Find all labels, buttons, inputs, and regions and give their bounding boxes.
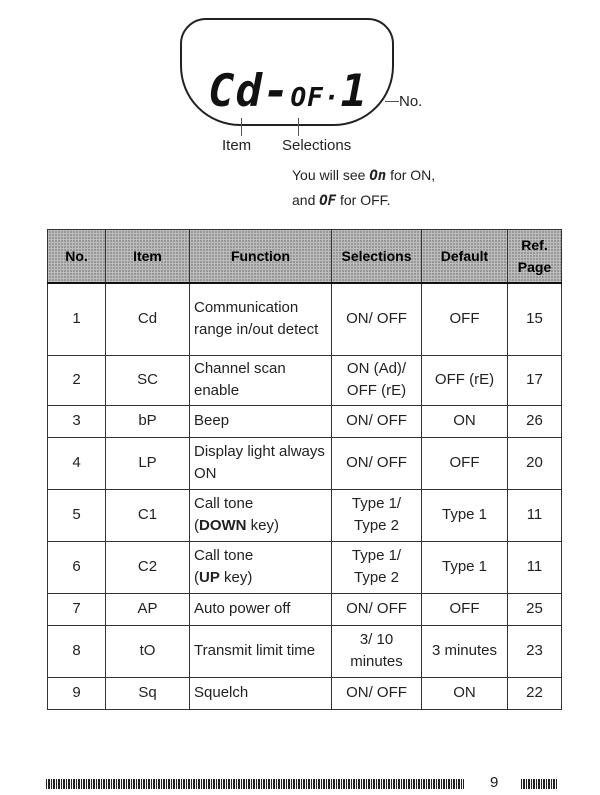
function-text: Call tone — [194, 547, 254, 564]
table-header-row — [48, 230, 562, 284]
cell-no: 4 — [48, 437, 106, 489]
cell-no: 3 — [48, 405, 106, 437]
function-text: Call tone — [194, 495, 254, 512]
note-line1-prefix: You will see — [292, 167, 366, 183]
cell-ref-page: 26 — [508, 405, 562, 437]
cell-selections: ON/ OFF — [332, 593, 422, 625]
off-symbol: OF — [319, 193, 337, 209]
cell-function: Squelch — [190, 677, 332, 709]
table-row — [48, 541, 562, 593]
settings-table — [47, 229, 562, 710]
cell-selections: 3/ 10 minutes — [332, 625, 422, 677]
table-row — [48, 593, 562, 625]
cell-default: Type 1 — [422, 541, 508, 593]
header-selections: Selections — [332, 230, 422, 284]
cell-item: AP — [106, 593, 190, 625]
header-item: Item — [106, 230, 190, 284]
header-function: Function — [190, 230, 332, 284]
cell-default: OFF — [422, 283, 508, 355]
header-ref-page: Ref. Page — [508, 230, 562, 284]
cell-function: Channel scan enable — [190, 355, 332, 405]
cell-ref-page: 22 — [508, 677, 562, 709]
cell-item: Sq — [106, 677, 190, 709]
cell-function: Display light always ON — [190, 437, 332, 489]
footer-bar-right — [521, 779, 557, 789]
cell-selections: Type 1/ Type 2 — [332, 541, 422, 593]
item-label: Item — [222, 137, 252, 154]
cell-default: ON — [422, 405, 508, 437]
cell-no: 6 — [48, 541, 106, 593]
cell-ref-page: 20 — [508, 437, 562, 489]
table-row — [48, 489, 562, 541]
header-default: Default — [422, 230, 508, 284]
table-row — [48, 355, 562, 405]
item-leader-line — [241, 118, 242, 136]
table-row — [48, 405, 562, 437]
table-row — [48, 283, 562, 355]
cell-default: OFF (rE) — [422, 355, 508, 405]
cell-selections: ON/ OFF — [332, 405, 422, 437]
lcd-number: 1 — [340, 66, 368, 117]
table-row — [48, 625, 562, 677]
no-leader-line — [385, 101, 399, 102]
cell-selections: Type 1/ Type 2 — [332, 489, 422, 541]
cell-no: 1 — [48, 283, 106, 355]
cell-selections: ON (Ad)/ OFF (rE) — [332, 355, 422, 405]
cell-function — [190, 541, 332, 593]
note-line2-suffix: for OFF. — [340, 192, 391, 208]
cell-no: 2 — [48, 355, 106, 405]
no-label: No. — [399, 93, 423, 110]
cell-ref-page: 15 — [508, 283, 562, 355]
cell-ref-page: 23 — [508, 625, 562, 677]
cell-item: bP — [106, 405, 190, 437]
function-key-prefix: ( — [194, 517, 199, 534]
lcd-item-code: Cd- — [208, 66, 291, 117]
note-line-1 — [292, 167, 435, 184]
function-key-prefix: ( — [194, 569, 199, 586]
cell-ref-page: 11 — [508, 489, 562, 541]
lcd-dot: · — [323, 83, 341, 113]
cell-no: 9 — [48, 677, 106, 709]
selections-leader-line — [298, 118, 299, 136]
note-line-2 — [292, 192, 391, 209]
cell-item: Cd — [106, 283, 190, 355]
on-symbol: On — [369, 168, 387, 184]
cell-selections: ON/ OFF — [332, 437, 422, 489]
cell-ref-page: 17 — [508, 355, 562, 405]
cell-no: 7 — [48, 593, 106, 625]
cell-no: 8 — [48, 625, 106, 677]
function-key: DOWN — [199, 517, 247, 534]
table-row — [48, 677, 562, 709]
header-no: No. — [48, 230, 106, 284]
cell-item: SC — [106, 355, 190, 405]
cell-item: C2 — [106, 541, 190, 593]
cell-item: C1 — [106, 489, 190, 541]
function-key: UP — [199, 569, 220, 586]
selections-label: Selections — [282, 137, 352, 154]
cell-ref-page: 11 — [508, 541, 562, 593]
cell-default: Type 1 — [422, 489, 508, 541]
cell-default: OFF — [422, 437, 508, 489]
cell-selections: ON/ OFF — [332, 677, 422, 709]
cell-item: LP — [106, 437, 190, 489]
cell-function: Communication range in/out detect — [190, 283, 332, 355]
footer-bar-left — [46, 779, 464, 789]
cell-function — [190, 489, 332, 541]
cell-default: OFF — [422, 593, 508, 625]
cell-ref-page: 25 — [508, 593, 562, 625]
cell-item: tO — [106, 625, 190, 677]
page-number: 9 — [490, 774, 499, 791]
note-line1-suffix: for ON, — [390, 167, 436, 183]
table-row — [48, 437, 562, 489]
cell-default: ON — [422, 677, 508, 709]
lcd-selection-code: OF — [290, 83, 324, 113]
lcd-readout — [208, 62, 378, 122]
cell-function: Auto power off — [190, 593, 332, 625]
note-line2-prefix: and — [292, 192, 316, 208]
function-key-suffix: key) — [246, 517, 280, 534]
function-key-suffix: key) — [219, 569, 253, 586]
cell-function: Beep — [190, 405, 332, 437]
cell-function: Transmit limit time — [190, 625, 332, 677]
cell-no: 5 — [48, 489, 106, 541]
cell-selections: ON/ OFF — [332, 283, 422, 355]
cell-default: 3 minutes — [422, 625, 508, 677]
